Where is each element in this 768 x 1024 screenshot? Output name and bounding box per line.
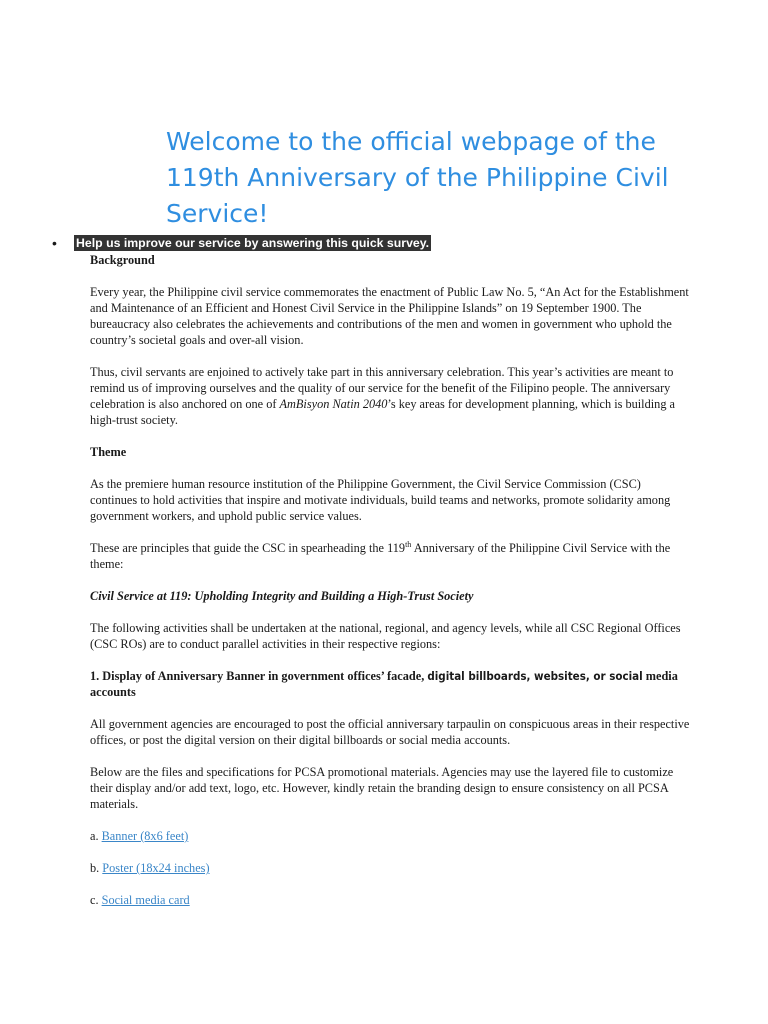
activity-1-paragraph-2: Below are the files and specifications for PCSA promotional materials. Agencies may use the layered file to customize their display and/or add text, logo, etc. However, kindly retain the branding design to ensure consistency on all PCSA materials. xyxy=(90,765,674,811)
activity-1-heading: 1. Display of Anniversary Banner in government offices’ facade, digital billboards, websites, or social media accounts xyxy=(90,669,678,699)
social-media-card-link[interactable]: Social media card xyxy=(101,893,190,907)
list-item: a. Banner (8x6 feet) xyxy=(90,829,189,843)
theme-heading: Theme xyxy=(90,445,127,459)
banner-download-link[interactable]: Banner (8x6 feet) xyxy=(101,829,189,843)
page-title: Welcome to the official webpage of the 119th Anniversary of the Philippine Civil Service! xyxy=(166,127,669,228)
theme-paragraph-1: As the premiere human resource institution of the Philippine Government, the Civil Service Commission (CSC) continues to hold activities that inspire and motivate individuals, build teams and networks, promote solidarity among government workers, and uphold public service values. xyxy=(90,477,671,523)
list-item: c. Social media card xyxy=(90,893,190,907)
ambisyon-natin-emphasis: AmBisyon Natin 2040 xyxy=(279,397,388,411)
background-paragraph-2: Thus, civil servants are enjoined to actively take part in this anniversary celebration. This year’s activities are meant to remind us of improving ourselves and the quality of our service for the benefit of the Filipino people. The anniversary celebration is also anchored on one of AmBisyon Natin 2040’s key areas for development planning, which is building a high-trust society. xyxy=(90,365,675,427)
list-item: b. Poster (18x24 inches) xyxy=(90,861,210,875)
bullet-marker: • xyxy=(52,235,57,251)
poster-download-link[interactable]: Poster (18x24 inches) xyxy=(102,861,210,875)
survey-link[interactable]: Help us improve our service by answering this quick survey. xyxy=(76,236,430,250)
ordinal-superscript: th xyxy=(405,539,412,549)
document-body xyxy=(90,252,690,908)
background-heading: Background xyxy=(90,253,155,267)
theme-paragraph-2: These are principles that guide the CSC in spearheading the 119th Anniversary of the Philippine Civil Service with the theme: xyxy=(90,539,671,571)
theme-paragraph-3: The following activities shall be undertaken at the national, regional, and agency levels, while all CSC Regional Offices (CSC ROs) are to conduct parallel activities in their respective regions: xyxy=(90,621,681,651)
background-paragraph-1: Every year, the Philippine civil service commemorates the enactment of Public Law No. 5, “An Act for the Establishment and Maintenance of an Efficient and Honest Civil Service in the Philippine Islands” on 19 September 1900. The bureaucracy also celebrates the achievements and contributions of the men and women in government who uphold the country’s societal goals and over-all vision. xyxy=(90,285,689,347)
activity-1-paragraph-1: All government agencies are encouraged to post the official anniversary tarpaulin on conspicuous areas in their respective offices, or post the digital version on their digital billboards or social media accounts. xyxy=(90,717,690,747)
theme-statement: Civil Service at 119: Upholding Integrity and Building a High-Trust Society xyxy=(90,589,474,603)
